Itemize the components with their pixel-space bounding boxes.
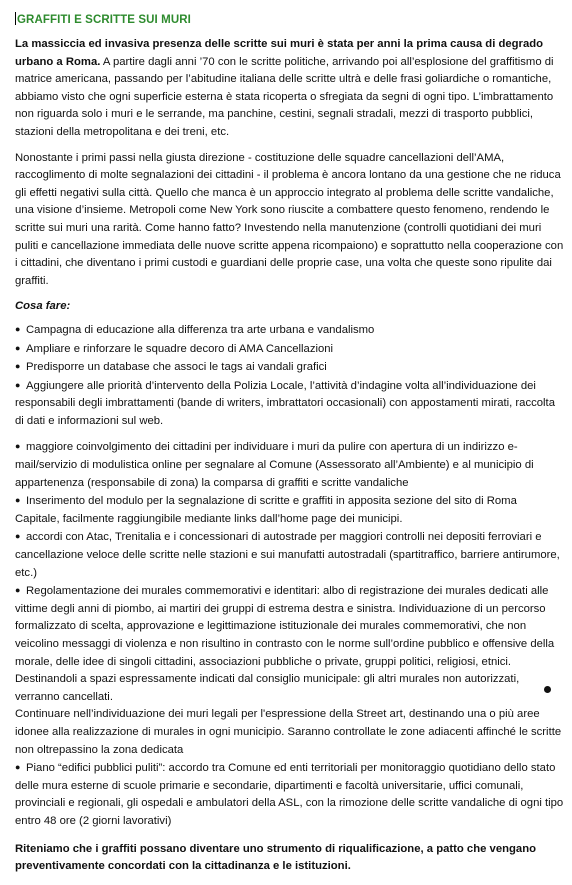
bullet-icon: ● bbox=[15, 441, 21, 452]
list-item-text: Inserimento del modulo per la segnalazione di scritte e graffiti in apposita sezione del sito di Roma Capitale, facilmente raggiungibile mediante links dall’home page dei municipi. bbox=[15, 495, 517, 525]
list-item-text: maggiore coinvolgimento dei cittadini per individuare i muri da pulire con apertura di un indirizzo e-mail/servizio di modulistica online per segnalare al Comune (Assessorato all’Ambiente) e al municipio di appartenenza (responsabile di zona) la comparsa di graffiti e scritte vandaliche bbox=[15, 441, 534, 489]
stray-bullet-icon bbox=[544, 686, 551, 693]
list-item-text: Regolamentazione dei murales commemorativi e identitari: albo di registrazione dei murales dedicati alle vittime degli anni di piombo, ai martiri dei gruppi di estrema destra e sinistra. Individuazione di un percorso formalizzato di scelta, approvazione e legittimazione istituzionale dei murales commemorativi, che non veicolino messaggi di violenza e non risultino in contrasto con le norme sull’ordine pubblico e offensive della morale, delle idee di singoli cittadini, associazioni pubbliche o private, gruppi politici, religiosi, etnici. Destinandoli a spazi espressamente indicati dal consiglio municipale: gli altri murales non autorizzati, verranno cancellati. bbox=[15, 585, 555, 703]
action-list-2 bbox=[15, 438, 564, 830]
list-item bbox=[15, 321, 564, 340]
text-cursor bbox=[15, 12, 16, 25]
intro-text: A partire dagli anni ’70 con le scritte politiche, arrivando poi all’esplosione del graffitismo di matrice americana, passando per l’abitudine italiana delle scritte ultrà e delle frasi goliardiche o romantiche, abbiamo visto che ogni superficie esterna è stata ricoperta o sfregiata da segni di ogni tipo. L’imbrattamento non riguarda solo i muri e le serrande, ma panchine, cestini, segnali stradali, mezzi di trasporto pubblici, stazioni della metropolitana e dei treni, etc. bbox=[15, 55, 554, 138]
title-text: GRAFFITI E SCRITTE SUI MURI bbox=[17, 14, 191, 26]
list-item bbox=[15, 358, 564, 377]
action-list-1 bbox=[15, 321, 564, 431]
list-item-text: Campagna di educazione alla differenza tra arte urbana e vandalismo bbox=[26, 323, 375, 336]
list-item bbox=[15, 377, 564, 431]
document-title bbox=[15, 12, 564, 26]
todo-heading: Cosa fare: bbox=[15, 300, 71, 313]
intro-paragraph bbox=[15, 36, 564, 142]
intro-lead: La massiccia ed invasiva presenza delle scritte sui muri è stata per anni la prima causa di degrado urbano a Roma. bbox=[15, 38, 544, 68]
bullet-icon: ● bbox=[15, 342, 21, 353]
bullet-icon: ● bbox=[15, 762, 21, 773]
list-item-text: Ampliare e rinforzare le squadre decoro di AMA Cancellazioni bbox=[26, 342, 334, 355]
list-item-continuation: Continuare nell’individuazione dei muri legali per l'espressione della Street art, destinando una o più aree idonee alla realizzazione di murales in ogni municipio. Saranno controllate le zone adiacenti affinché le scritte non oltrepassino la zona dedicata bbox=[15, 708, 562, 756]
second-paragraph: Nonostante i primi passi nella giusta direzione - costituzione delle squadre cancellazioni dell’AMA, raccoglimento di molte segnalazioni dei cittadini - il problema è ancora lontano da una gestione che ne riduca gli effetti negativi sulla città. Quello che manca è un approccio integrato al problema delle scritte vandaliche, una visione d’insieme. Metropoli come New York sono riuscite a combattere questo fenomeno, rendendo le scritte sui muri una rarità. Come hanno fatto? Investendo nella manutenzione (controlli quotidiani dei muri puliti e cancellazione immediata delle nuove scritte appena ricompaiono) e soprattutto nella cooperazione con i cittadini, che diventano i primi custodi e guardiani delle proprie case, una volta che queste sono ripulite dai graffiti. bbox=[15, 151, 564, 287]
list-item bbox=[15, 340, 564, 359]
bullet-icon: ● bbox=[15, 531, 21, 542]
list-item bbox=[15, 759, 564, 830]
list-item-text: accordi con Atac, Trenitalia e i concessionari di autostrade per maggiori controlli nei depositi ferroviari e cancellazione veloce delle scritte nelle stazioni e sui manufatti autostradali (spartitraffico, barriere antirumore, etc.) bbox=[15, 531, 560, 579]
list-item-text: Predisporre un database che associ le tags ai vandali grafici bbox=[26, 361, 327, 374]
closing-paragraph: Riteniamo che i graffiti possano diventare uno strumento di riqualificazione, a patto che vengano preventivamente concordati con la cittadinanza e le istituzioni. bbox=[15, 842, 536, 873]
bullet-icon: ● bbox=[15, 361, 21, 372]
bullet-icon: ● bbox=[15, 495, 21, 506]
list-item bbox=[15, 582, 564, 706]
list-item-text: Piano “edifici pubblici puliti”: accordo tra Comune ed enti territoriali per monitoraggio quotidiano dello stato delle mura esterne di scuole primarie e secondarie, dipartimenti e facoltà universitarie, uffici comunali, provinciali e regionali, gli ospedali e ambulatori della ASL, con la rimozione delle scritte vandaliche di ogni tipo entro 48 ore (2 giorni lavorativi) bbox=[15, 762, 564, 827]
list-item-text: Aggiungere alle priorità d’intervento della Polizia Locale, l’attività d’indagine volta all’individuazione dei responsabili degli imbrattamenti (bande di writers, imbrattatori occasionali) con appostamenti mirati, raccolta di dati e informazioni sul web. bbox=[15, 379, 555, 427]
list-item bbox=[15, 528, 564, 582]
bullet-icon: ● bbox=[15, 323, 21, 334]
bullet-icon: ● bbox=[15, 379, 21, 390]
list-item bbox=[15, 492, 564, 528]
bullet-icon: ● bbox=[15, 585, 21, 596]
list-item bbox=[15, 438, 564, 492]
